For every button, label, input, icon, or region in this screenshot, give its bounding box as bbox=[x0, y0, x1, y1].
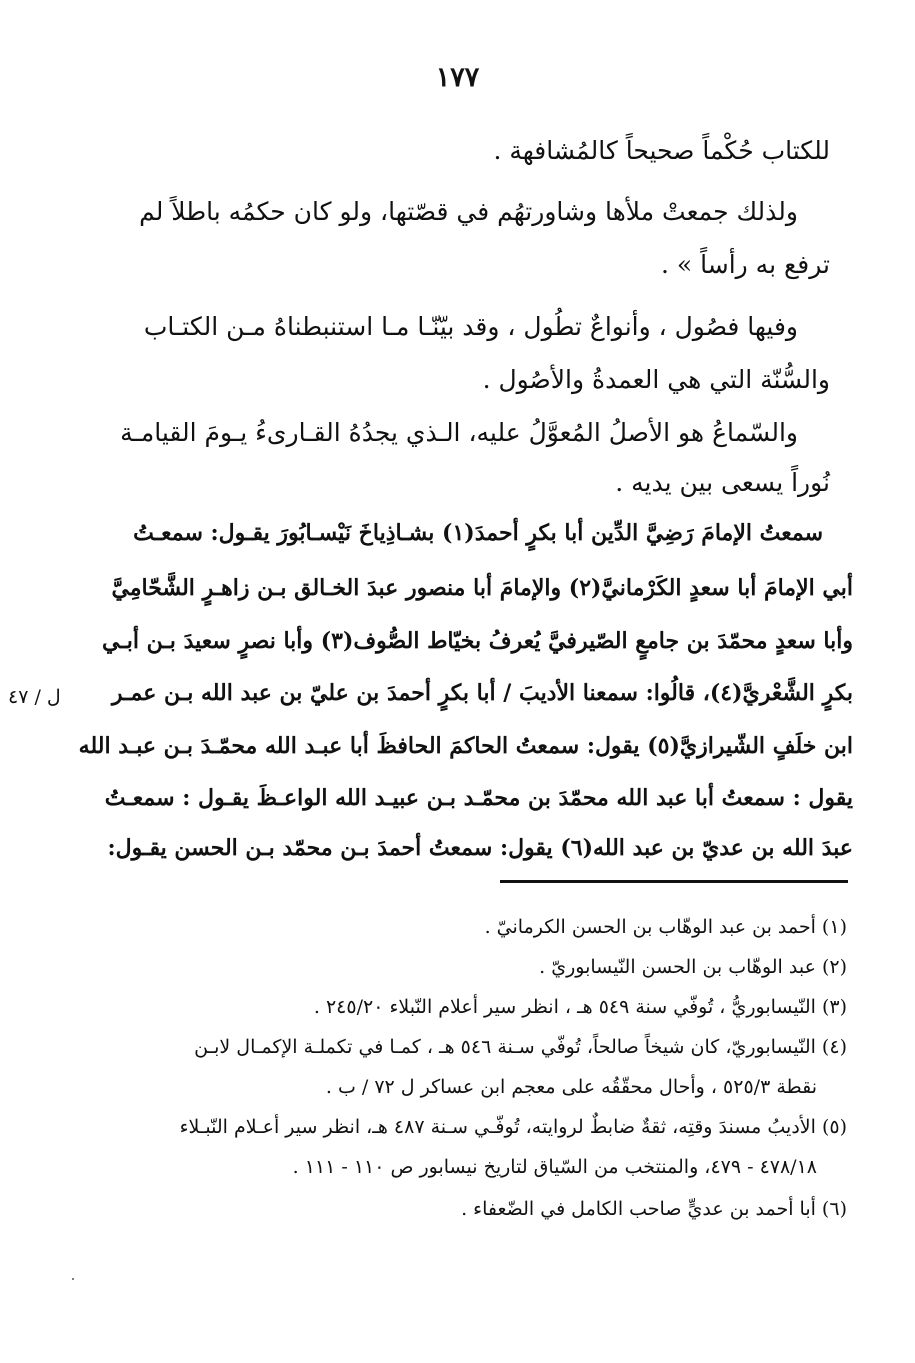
main-line: للكتاب حُكْماً صحيحاً كالمُشافهة . bbox=[493, 136, 830, 165]
narration-line: يقول : سمعتُ أبا عبد الله محمّدَ بن محمّـد بـن عبيـد الله الواعـظَ يقـول : سمعـتُ bbox=[104, 785, 853, 811]
footnote-line: (٣) النّيسابوريُّ ، تُوفّي سنة ٥٤٩ هـ ، انظر سير أعلام النّبلاء ٢٤٥/٢٠ . bbox=[313, 996, 847, 1018]
main-line: ترفع به رأساً » . bbox=[661, 250, 830, 279]
footnote-line: (٤) النّيسابوريّ، كان شيخاً صالحاً، تُوفّي سـنة ٥٤٦ هـ ، كمـا في تكملـة الإكمـال لابـن bbox=[194, 1036, 847, 1058]
footnote-line: (٦) أبا أحمد بن عديٍّ صاحب الكامل في الضّعفاء . bbox=[461, 1198, 847, 1220]
narration-line: وأبا سعدٍ محمّدَ بن جامعٍ الصّيرفيَّ يُعرفُ بخيّاط الصُّوف(٣) وأبا نصرٍ سعيدَ بـن أبـي bbox=[101, 628, 853, 654]
main-line: والسُّنّة التي هي العمدةُ والأصُول . bbox=[482, 365, 830, 394]
footnote-line: (٥) الأديبُ مسندَ وقتِه، ثقةٌ ضابطٌ لروايته، تُوفّـي سـنة ٤٨٧ هـ، انظر سير أعـلام النّبـلاء bbox=[179, 1116, 847, 1138]
narration-line: سمعتُ الإمامَ رَضِيَّ الدِّين أبا بكرٍ أحمدَ(١) بشـاذِياخَ نَيْسـابُورَ يقـول: سمعـتُ bbox=[133, 520, 823, 546]
main-line: نُوراً يسعى بين يديه . bbox=[615, 468, 830, 497]
footnote-line: ٤٧٨/١٨ - ٤٧٩، والمنتخب من السّياق لتاريخ نيسابور ص ١١٠ - ١١١ . bbox=[292, 1156, 817, 1178]
footnotes bbox=[57, 0, 847, 1363]
margin-folio-note: ل / ٤٧ bbox=[8, 686, 61, 708]
narration-line: أبي الإمامَ أبا سعدٍ الكَرْمانيَّ(٢) والإمامَ أبا منصور عبدَ الخـالق بـن زاهـرٍ الشَّحّامِيَّ bbox=[111, 575, 853, 601]
main-line: ولذلك جمعتْ ملأها وشاورتهُم في قصّتها، ولو كان حكمُه باطلاً لم bbox=[139, 197, 798, 226]
narration-line: بكرٍ الشَّعْريَّ(٤)، قالُوا: سمعنا الأديبَ / أبا بكرٍ أحمدَ بن عليّ بن عبد الله بـن عمـر bbox=[111, 680, 853, 706]
main-line: وفيها فصُول ، وأنواعٌ تطُول ، وقد بيّنّـا مـا استنبطناهُ مـن الكتـاب bbox=[143, 312, 798, 341]
main-line: والسّماعُ هو الأصلُ المُعوَّلُ عليه، الـذي يجدُهُ القـارىءُ يـومَ القيامـة bbox=[120, 418, 798, 447]
scan-speck bbox=[72, 1278, 74, 1280]
page-number: ١٧٧ bbox=[435, 62, 480, 93]
footnote-line: (١) أحمد بن عبد الوهّاب بن الحسن الكرمانيّ . bbox=[484, 916, 847, 938]
footnote-line: نقطة ٥٢٥/٣ ، وأحال محقّقُه على معجم ابن عساكر ل ٧٢ / ب . bbox=[325, 1076, 817, 1098]
narration-line: ابن خلَفٍ الشّيرازيَّ(٥) يقول: سمعتُ الحاكمَ الحافظَ أبا عبـد الله محمّـدَ بـن عبـد الله bbox=[78, 733, 853, 759]
narration-line: عبدَ الله بن عديّ بن عبد الله(٦) يقول: سمعتُ أحمدَ بـن محمّد بـن الحسن يقـول: bbox=[107, 835, 853, 861]
footnote-line: (٢) عبد الوهّاب بن الحسن النّيسابوريّ . bbox=[539, 956, 847, 978]
